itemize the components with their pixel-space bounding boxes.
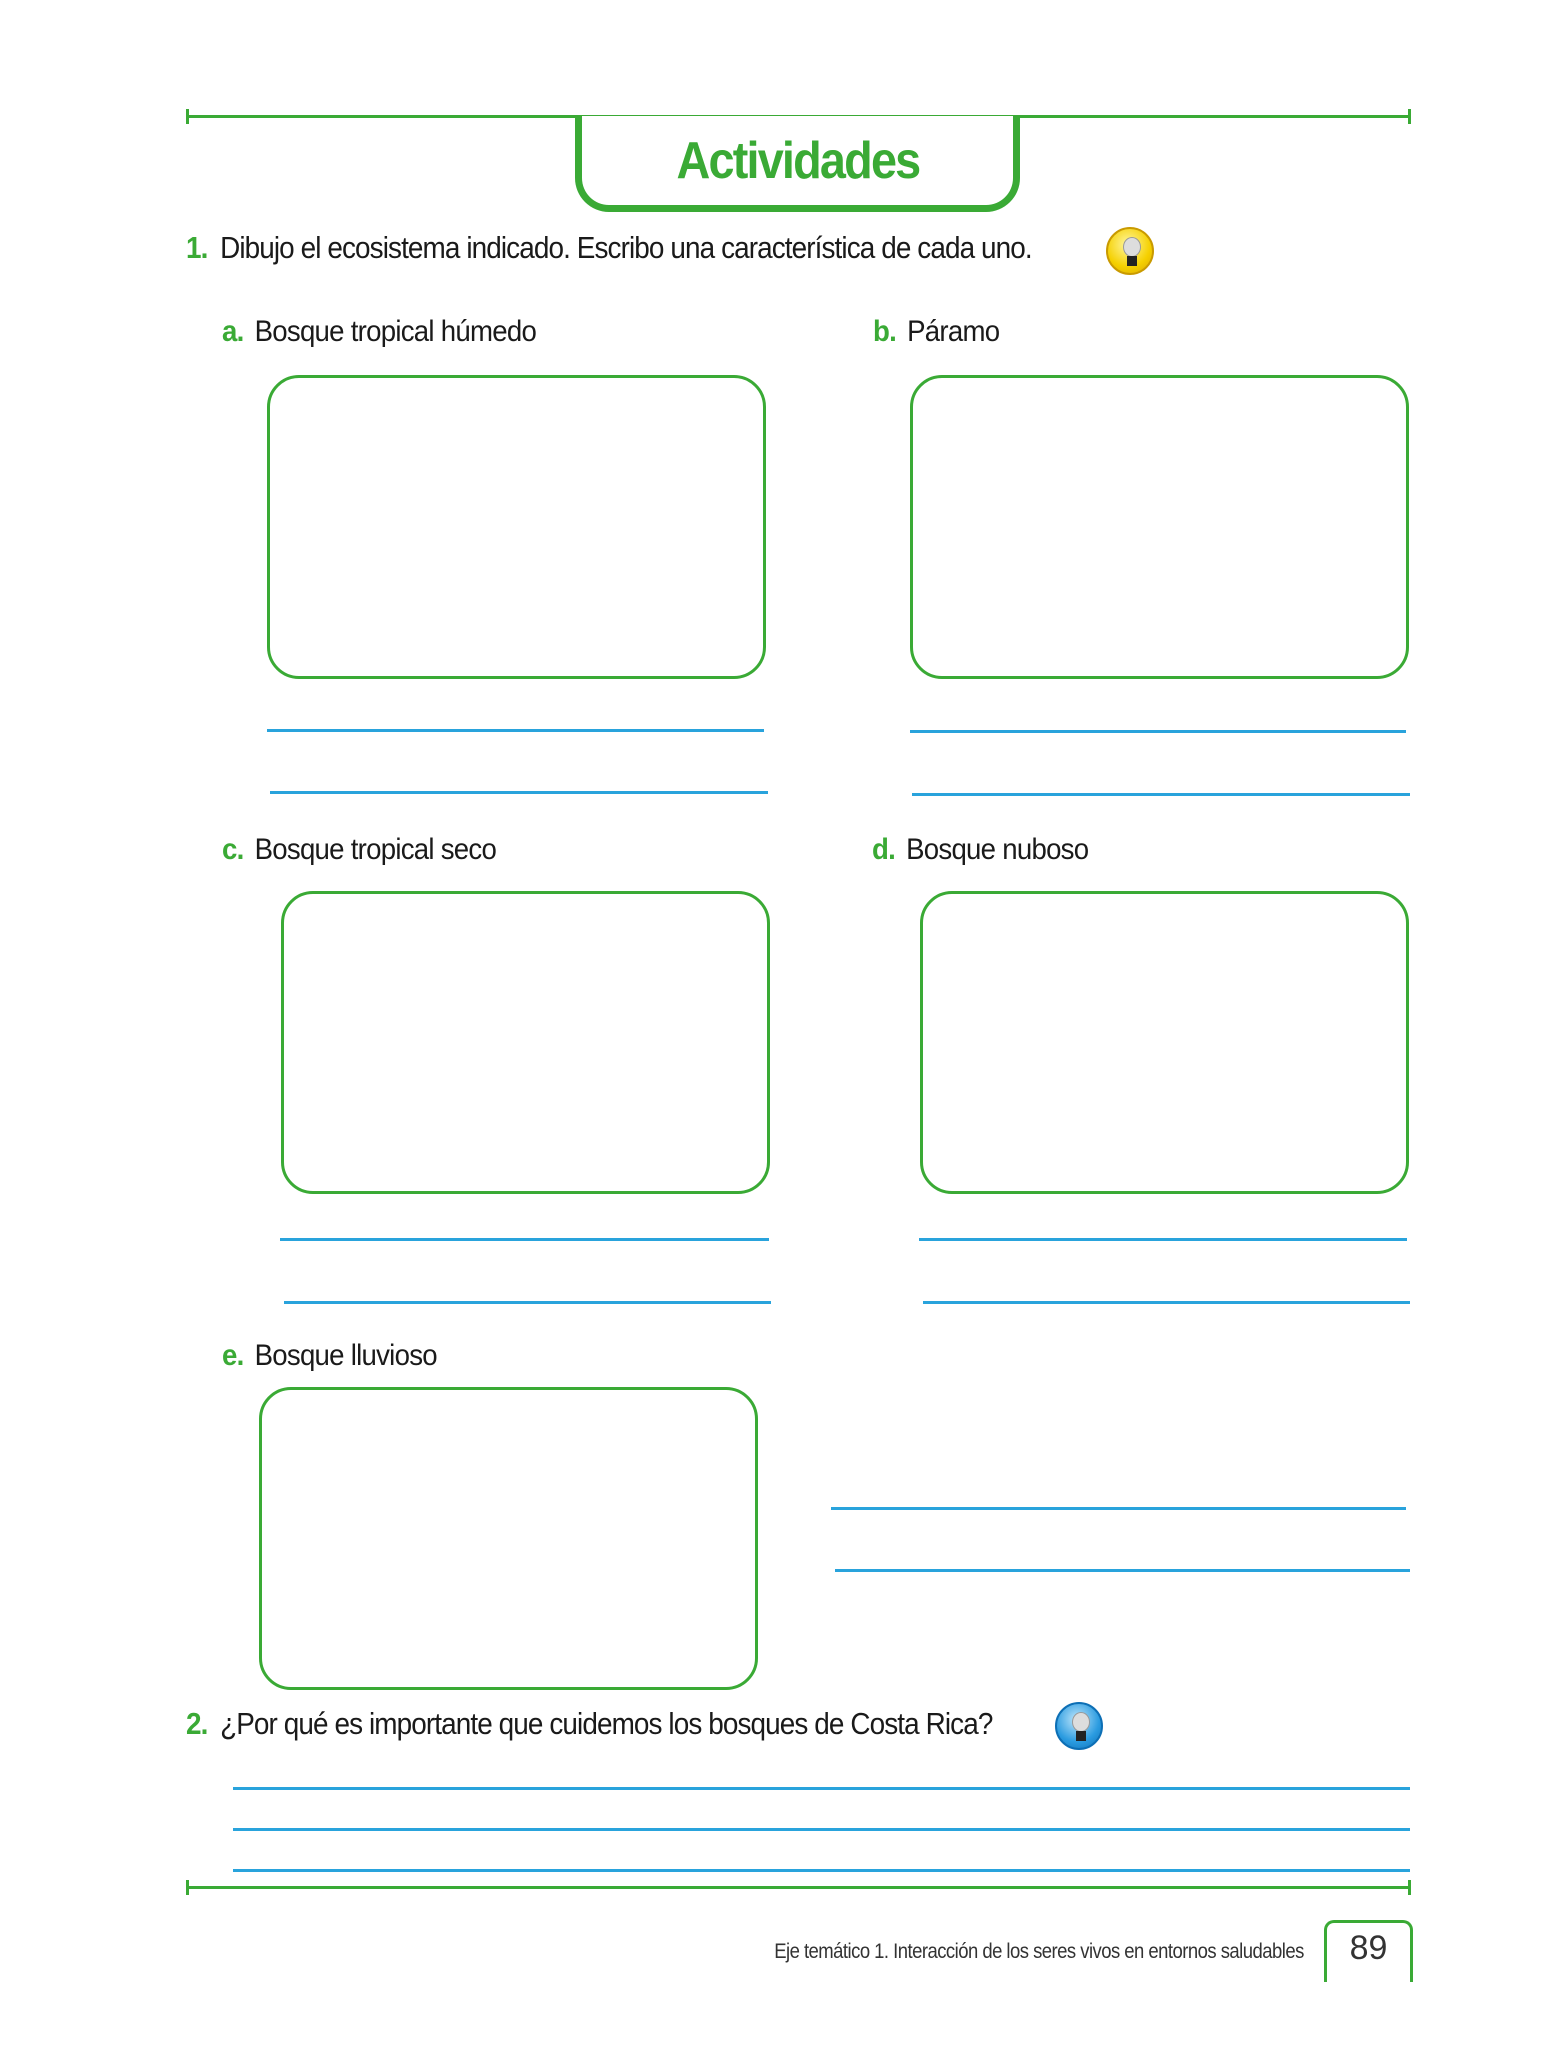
item-text: Bosque tropical seco xyxy=(254,833,497,866)
answer-line-q2-3[interactable] xyxy=(233,1869,1410,1872)
page-number: 89 xyxy=(1349,1929,1388,1967)
page-number-box xyxy=(1324,1920,1413,1982)
item-letter: e. xyxy=(222,1339,244,1372)
question-2 xyxy=(186,1706,992,1742)
footer-text: Eje temático 1. Interacción de los seres vivos en entornos saludables xyxy=(774,1940,1304,1963)
lightbulb-icon xyxy=(1106,227,1154,275)
question-number: 1. xyxy=(186,230,208,265)
answer-line-q2-1[interactable] xyxy=(233,1787,1410,1790)
item-letter: d. xyxy=(872,833,896,866)
answer-line-e-1[interactable] xyxy=(831,1507,1406,1510)
question-number: 2. xyxy=(186,1706,208,1741)
item-text: Bosque nuboso xyxy=(906,833,1089,866)
answer-line-b-1[interactable] xyxy=(910,730,1406,733)
answer-line-a-1[interactable] xyxy=(267,729,764,732)
bottom-divider xyxy=(186,1886,1411,1889)
answer-line-c-1[interactable] xyxy=(280,1238,769,1241)
drawing-box-c[interactable] xyxy=(281,891,770,1194)
question-1 xyxy=(186,230,1032,266)
item-text: Páramo xyxy=(907,315,1000,348)
item-text: Bosque tropical húmedo xyxy=(254,315,537,348)
question-text: ¿Por qué es importante que cuidemos los bosques de Costa Rica? xyxy=(220,1706,993,1741)
drawing-box-a[interactable] xyxy=(267,375,766,679)
section-title: Actividades xyxy=(676,131,919,190)
answer-line-a-2[interactable] xyxy=(270,791,768,794)
item-e-label xyxy=(222,1339,437,1373)
drawing-box-e[interactable] xyxy=(259,1387,758,1690)
question-text: Dibujo el ecosistema indicado. Escribo una característica de cada uno. xyxy=(220,230,1032,265)
item-letter: b. xyxy=(873,315,897,348)
drawing-box-b[interactable] xyxy=(910,375,1409,679)
section-title-tab xyxy=(575,116,1020,212)
item-text: Bosque lluvioso xyxy=(254,1339,437,1372)
item-d-label xyxy=(872,833,1088,867)
drawing-box-d[interactable] xyxy=(920,891,1409,1194)
answer-line-e-2[interactable] xyxy=(835,1569,1410,1572)
item-letter: c. xyxy=(222,833,244,866)
answer-line-c-2[interactable] xyxy=(284,1301,771,1304)
item-b-label xyxy=(873,315,999,349)
item-c-label xyxy=(222,833,496,867)
item-a-label xyxy=(222,315,536,349)
answer-line-q2-2[interactable] xyxy=(233,1828,1410,1831)
answer-line-b-2[interactable] xyxy=(912,793,1410,796)
answer-line-d-2[interactable] xyxy=(923,1301,1410,1304)
lightbulb-icon xyxy=(1055,1702,1103,1750)
item-letter: a. xyxy=(222,315,244,348)
answer-line-d-1[interactable] xyxy=(919,1238,1407,1241)
